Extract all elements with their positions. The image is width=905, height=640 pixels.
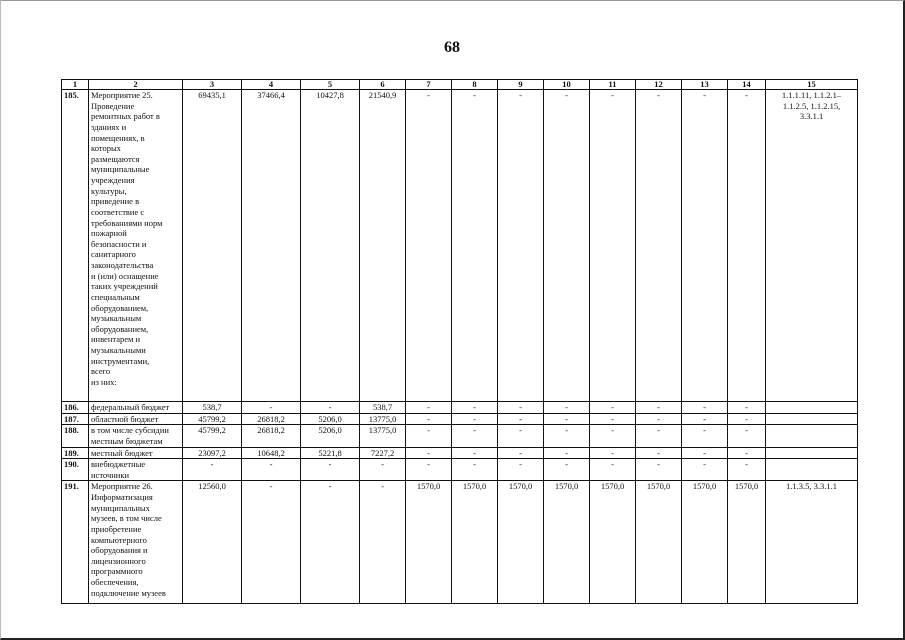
value-cell: 5206,0 <box>301 413 360 425</box>
value-cell: - <box>636 447 682 459</box>
row-number: 190. <box>62 459 89 481</box>
column-header: 6 <box>360 80 406 90</box>
value-cell: - <box>544 459 590 481</box>
value-cell: - <box>544 413 590 425</box>
column-header: 12 <box>636 80 682 90</box>
value-cell: - <box>682 413 728 425</box>
value-cell: 5206,0 <box>301 425 360 447</box>
value-cell: - <box>728 447 766 459</box>
value-cell: - <box>406 425 452 447</box>
value-cell: - <box>728 402 766 414</box>
value-cell: - <box>183 459 242 481</box>
reference-cell <box>766 425 858 447</box>
value-cell: 12560,0 <box>183 481 242 604</box>
value-cell: - <box>590 413 636 425</box>
value-cell: 45799,2 <box>183 425 242 447</box>
value-cell: - <box>590 425 636 447</box>
value-cell: - <box>498 90 544 402</box>
value-cell: - <box>544 447 590 459</box>
row-number: 191. <box>62 481 89 604</box>
row-name: областной бюджет <box>89 413 183 425</box>
value-cell: - <box>242 402 301 414</box>
value-cell: 7227,2 <box>360 447 406 459</box>
value-cell: - <box>636 459 682 481</box>
table-row <box>62 402 858 414</box>
value-cell: 23097,2 <box>183 447 242 459</box>
value-cell: 26818,2 <box>242 413 301 425</box>
value-cell: - <box>636 413 682 425</box>
value-cell: 45799,2 <box>183 413 242 425</box>
value-cell: 1570,0 <box>636 481 682 604</box>
value-cell: - <box>728 90 766 402</box>
value-cell: - <box>360 481 406 604</box>
row-number: 189. <box>62 447 89 459</box>
table-row <box>62 447 858 459</box>
value-cell: - <box>242 459 301 481</box>
value-cell: - <box>452 459 498 481</box>
value-cell: - <box>406 90 452 402</box>
value-cell: - <box>301 459 360 481</box>
value-cell: - <box>544 90 590 402</box>
reference-cell: 1.1.1.11, 1.1.2.1– 1.1.2.5, 1.1.2.15, 3.3.1.1 <box>766 90 858 402</box>
value-cell: 5221,8 <box>301 447 360 459</box>
value-cell: - <box>452 447 498 459</box>
row-name: в том числе субсидии местным бюджетам <box>89 425 183 447</box>
column-header: 10 <box>544 80 590 90</box>
value-cell: - <box>301 481 360 604</box>
value-cell: 1570,0 <box>544 481 590 604</box>
value-cell: - <box>590 447 636 459</box>
value-cell: - <box>682 425 728 447</box>
row-name: федеральный бюджет <box>89 402 183 414</box>
column-header: 1 <box>62 80 89 90</box>
column-header: 13 <box>682 80 728 90</box>
column-header: 5 <box>301 80 360 90</box>
column-header: 15 <box>766 80 858 90</box>
column-header: 14 <box>728 80 766 90</box>
table-header-row <box>62 80 858 90</box>
value-cell: - <box>590 459 636 481</box>
value-cell: 1570,0 <box>728 481 766 604</box>
value-cell: 26818,2 <box>242 425 301 447</box>
value-cell: 538,7 <box>183 402 242 414</box>
value-cell: 1570,0 <box>590 481 636 604</box>
value-cell: 1570,0 <box>452 481 498 604</box>
value-cell: - <box>636 425 682 447</box>
value-cell: - <box>498 447 544 459</box>
value-cell: - <box>242 481 301 604</box>
value-cell: 538,7 <box>360 402 406 414</box>
column-header: 11 <box>590 80 636 90</box>
reference-cell <box>766 459 858 481</box>
column-header: 2 <box>89 80 183 90</box>
reference-cell: 1.1.3.5, 3.3.1.1 <box>766 481 858 604</box>
table-row <box>62 413 858 425</box>
page-number: 68 <box>444 39 460 56</box>
column-header: 8 <box>452 80 498 90</box>
value-cell: - <box>452 413 498 425</box>
table-row <box>62 425 858 447</box>
value-cell: - <box>682 402 728 414</box>
column-header: 4 <box>242 80 301 90</box>
reference-cell <box>766 413 858 425</box>
row-number: 185. <box>62 90 89 402</box>
row-number: 187. <box>62 413 89 425</box>
column-header: 9 <box>498 80 544 90</box>
value-cell: - <box>728 425 766 447</box>
row-name: внебюджетные источники <box>89 459 183 481</box>
value-cell: - <box>498 413 544 425</box>
row-number: 186. <box>62 402 89 414</box>
value-cell: - <box>360 459 406 481</box>
reference-cell <box>766 402 858 414</box>
row-name: Мероприятие 26. Информатизация муниципальных музеев, в том числе приобретение компьютерного оборудования и лицензионного программного обеспечения, подключение музеев <box>89 481 183 604</box>
value-cell: 10427,8 <box>301 90 360 402</box>
value-cell: - <box>682 90 728 402</box>
value-cell: 69435,1 <box>183 90 242 402</box>
value-cell: - <box>590 90 636 402</box>
table-row <box>62 90 858 402</box>
column-header: 3 <box>183 80 242 90</box>
value-cell: 1570,0 <box>682 481 728 604</box>
value-cell: - <box>452 425 498 447</box>
value-cell: - <box>406 402 452 414</box>
value-cell: - <box>728 413 766 425</box>
row-name: местный бюджет <box>89 447 183 459</box>
value-cell: - <box>682 447 728 459</box>
value-cell: - <box>590 402 636 414</box>
column-header: 7 <box>406 80 452 90</box>
value-cell: 1570,0 <box>498 481 544 604</box>
value-cell: - <box>544 402 590 414</box>
row-name: Мероприятие 25. Проведение ремонтных работ в зданиях и помещениях, в которых размещаются муниципальные учреждения культуры, приведение в соответствие с требованиями норм пожарной безопасности и санитарного законодательства и (или) оснащение таких учреждений специальным оборудованием, музыкальным оборудованием, инвентарем и музыкальными инструментами, всего из них: <box>89 90 183 402</box>
value-cell: - <box>406 413 452 425</box>
value-cell: - <box>301 402 360 414</box>
value-cell: - <box>406 447 452 459</box>
value-cell: - <box>406 459 452 481</box>
value-cell: - <box>544 425 590 447</box>
value-cell: - <box>682 459 728 481</box>
table-row <box>62 459 858 481</box>
reference-cell <box>766 447 858 459</box>
row-number: 188. <box>62 425 89 447</box>
value-cell: 13775,0 <box>360 413 406 425</box>
value-cell: 1570,0 <box>406 481 452 604</box>
value-cell: 10648,2 <box>242 447 301 459</box>
value-cell: - <box>498 425 544 447</box>
table-row <box>62 481 858 604</box>
value-cell: - <box>498 402 544 414</box>
value-cell: - <box>452 402 498 414</box>
value-cell: - <box>452 90 498 402</box>
value-cell: 13775,0 <box>360 425 406 447</box>
value-cell: - <box>498 459 544 481</box>
value-cell: 37466,4 <box>242 90 301 402</box>
value-cell: - <box>636 90 682 402</box>
value-cell: - <box>636 402 682 414</box>
budget-table <box>61 79 858 604</box>
value-cell: 21540,9 <box>360 90 406 402</box>
value-cell: - <box>728 459 766 481</box>
